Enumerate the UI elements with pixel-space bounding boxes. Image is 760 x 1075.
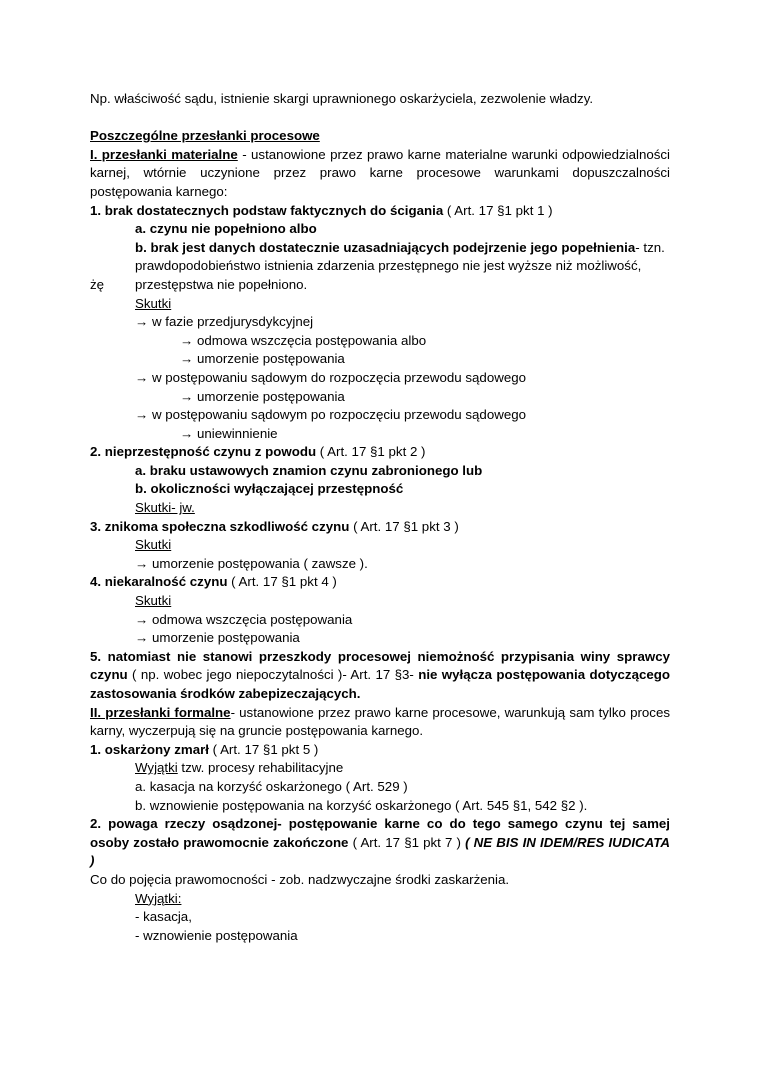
section-title: Poszczególne przesłanki procesowe xyxy=(90,128,320,144)
premise-1-effect-2a: → umorzenie postępowania xyxy=(180,388,345,404)
premise-1-effect-3: → w postępowaniu sądowym po rozpoczęciu przewodu sądowego xyxy=(135,407,526,423)
premise-1-effects-label: Skutki xyxy=(135,295,172,311)
premise-1-a: a. czynu nie popełniono albo xyxy=(135,221,317,237)
formal-1-b: b. wznowienie postępowania na korzyść oskarżonego ( Art. 545 §1, 542 §2 ). xyxy=(135,797,588,813)
formal-1-exceptions-label: Wyjątki xyxy=(135,760,178,776)
material-premises-text: - ustanowione przez prawo karne materialne warunki odpowiedzialności karnej, wtórnie uczynione przez prawo karne procesowe warunkami dopuszczalności postępowania karnego: xyxy=(90,146,670,199)
premise-1-b-last xyxy=(90,276,670,295)
exception-item-1: - kasacja, xyxy=(135,909,192,925)
material-premises-paragraph xyxy=(90,146,670,202)
premise-4-title xyxy=(90,573,670,592)
premise-5-paragraph xyxy=(90,648,670,704)
premise-2-title-text: 2. nieprzestępność czynu z powodu xyxy=(90,444,317,460)
exception-item-2: - wznowienie postępowania xyxy=(135,927,298,943)
premise-5-normal: ( np. wobec jego niepoczytalności )- Art. 17 §3- xyxy=(127,667,419,683)
premise-2-a: a. braku ustawowych znamion czynu zabronionego lub xyxy=(135,462,483,478)
premise-4-effects-label: Skutki xyxy=(135,593,172,609)
premise-1-b-bold: b. brak jest danych dostatecznie uzasadniających podejrzenie jego popełnienia xyxy=(135,239,636,255)
formal-1-a: a. kasacja na korzyść oskarżonego ( Art. 529 ) xyxy=(135,778,408,794)
intro-paragraph: Np. właściwość sądu, istnienie skargi uprawnionego oskarżyciela, zezwolenie władzy. xyxy=(90,91,594,106)
premise-1-effect-1: → w fazie przedjurysdykcyjnej xyxy=(135,314,314,330)
premise-1-title-text: 1. brak dostatecznych podstaw faktycznych do ścigania xyxy=(90,202,444,218)
formal-premises-heading: II. przesłanki formalne xyxy=(90,704,231,720)
premise-1-b-last-text: przestępstwa nie popełniono. xyxy=(135,276,308,292)
formal-2-latin-maxim: ( NE BIS IN IDEM/RES IUDICATA ) xyxy=(90,834,670,869)
premise-1-effect-1b: → umorzenie postępowania xyxy=(180,351,345,367)
premise-1-title xyxy=(90,202,670,221)
premise-2-ref: ( Art. 17 §1 pkt 2 ) xyxy=(316,444,426,460)
formal-1-title xyxy=(90,741,670,760)
premise-3-effects-label: Skutki xyxy=(135,537,172,553)
premise-3-title-text: 3. znikoma społeczna szkodliwość czynu xyxy=(90,518,350,534)
premise-3-effect-1: → umorzenie postępowania ( zawsze ). xyxy=(135,555,368,571)
formal-2-title: 2. powaga rzeczy osądzonej- postępowanie karne co do tego samego czynu tej samej osoby zostało prawomocnie zakończone xyxy=(90,816,670,850)
formal-1-ref: ( Art. 17 §1 pkt 5 ) xyxy=(208,741,319,757)
premise-2-title xyxy=(90,443,670,462)
premise-1-ref: ( Art. 17 §1 pkt 1 ) xyxy=(443,202,553,218)
premise-1-effect-2: → w postępowaniu sądowym do rozpoczęcia przewodu sądowego xyxy=(135,369,526,385)
spacer xyxy=(90,109,670,128)
stray-characters: żę xyxy=(90,276,105,292)
formal-1-exceptions xyxy=(90,759,670,778)
finality-note: Co do pojęcia prawomocności - zob. nadzwyczajne środki zaskarżenia. xyxy=(90,871,510,887)
premise-5-bold-1: 5. natomiast nie stanowi przeszkody procesowej niemożność przypisania winy sprawcy czynu xyxy=(90,648,670,683)
premise-4-title-text: 4. niekaralność czynu xyxy=(90,574,228,590)
premise-4-effect-1: → odmowa wszczęcia postępowania xyxy=(135,611,353,627)
formal-2-paragraph xyxy=(90,815,670,871)
formal-2-ref: ( Art. 17 §1 pkt 7 ) xyxy=(348,834,466,850)
premise-4-effect-2: → umorzenie postępowania xyxy=(135,630,300,646)
material-premises-heading: I. przesłanki materialne xyxy=(90,146,238,162)
premise-5-bold-2: nie wyłącza postępowania dotyczącego zastosowania środków zabepizeczających. xyxy=(90,667,670,701)
premise-1-effect-1a: → odmowa wszczęcia postępowania albo xyxy=(180,332,427,348)
formal-1-exceptions-text: tzw. procesy rehabilitacyjne xyxy=(177,760,344,776)
premise-2-b: b. okoliczności wyłączającej przestępność xyxy=(135,481,404,497)
premise-1-b-rest: - tzn. prawdopodobieństwo istnienia zdarzenia przestępnego nie jest wyższe niż możliwość, xyxy=(135,239,665,274)
premise-1-effect-3a: → uniewinnienie xyxy=(180,425,278,441)
premise-3-title xyxy=(90,518,670,537)
premise-4-ref: ( Art. 17 §1 pkt 4 ) xyxy=(227,574,337,590)
formal-premises-paragraph xyxy=(90,704,670,741)
premise-1-b xyxy=(90,239,670,276)
premise-3-ref: ( Art. 17 §1 pkt 3 ) xyxy=(349,518,459,534)
premise-2-effects: Skutki- jw. xyxy=(135,500,195,516)
formal-1-title-text: 1. oskarżony zmarł xyxy=(90,741,209,757)
document-page xyxy=(90,90,670,945)
formal-premises-text: - ustanowione przez prawo karne procesowe, warunkują sam tylko proces karny, wyczerpują się na gruncie postępowania karnego. xyxy=(90,704,670,739)
exceptions-label: Wyjątki: xyxy=(135,890,182,906)
